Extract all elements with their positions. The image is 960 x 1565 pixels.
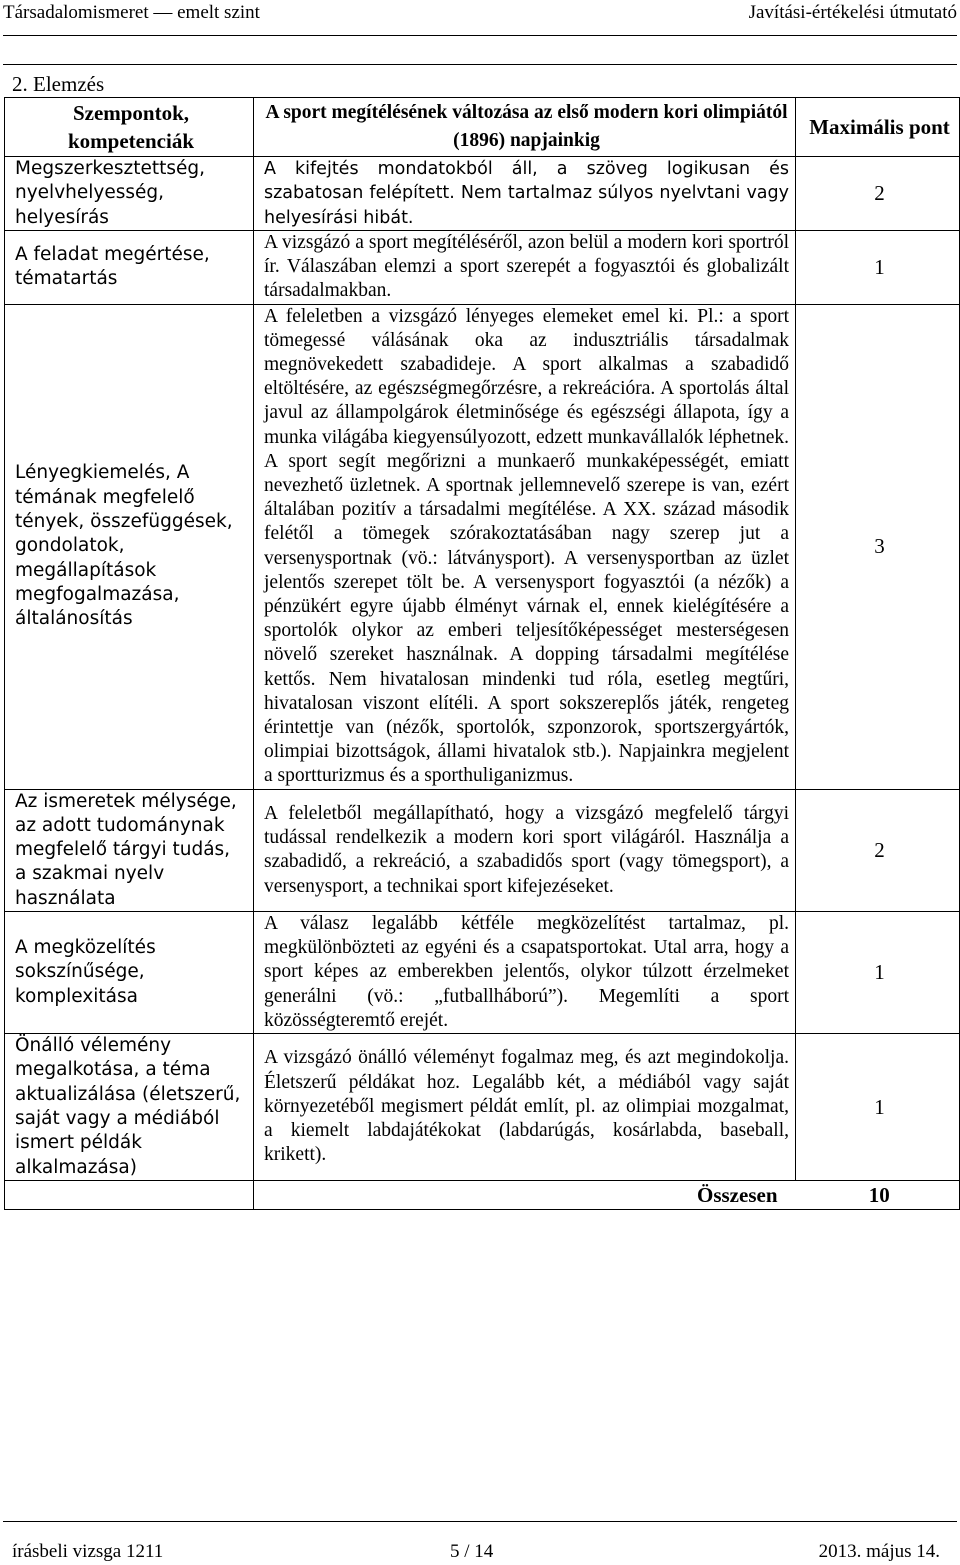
points-cell: 1 xyxy=(796,1034,960,1181)
footer-divider xyxy=(3,1521,957,1522)
total-value: 10 xyxy=(796,1180,960,1209)
table-row xyxy=(5,304,960,789)
total-row xyxy=(5,1180,960,1209)
description-cell: A vizsgázó önálló véleményt fogalmaz meg, és azt megindokolja. Életszerű példákat hoz. Legalább két, a médiából vagy saját környezetéből megismert példát említ, pl. az olimpiai mozgalmat, a kiemelt labdajátékokat (labdarúgás, kosárlabda, baseball, krikett). xyxy=(254,1034,796,1181)
total-blank-cell xyxy=(5,1180,254,1209)
points-cell: 1 xyxy=(796,230,960,304)
table-row xyxy=(5,789,960,911)
description-cell: A kifejtés mondatokból áll, a szöveg logikusan és szabatosan felépített. Nem tartalmaz súlyos nyelvtani vagy helyesírási hibát. xyxy=(254,157,796,231)
points-cell: 3 xyxy=(796,304,960,789)
criteria-cell: Az ismeretek mélysége, az adott tudománynak megfelelő tárgyi tudás, a szakmai nyelv használata xyxy=(5,789,254,911)
criteria-cell: Lényegkiemelés, A témának megfelelő tények, összefüggések, gondolatok, megállapítások megfogalmazása, általánosítás xyxy=(5,304,254,789)
table-row xyxy=(5,1034,960,1181)
header-subject: Társadalomismeret — emelt szint xyxy=(3,2,260,23)
description-cell: A feleletben a vizsgázó lényeges elemeket emel ki. Pl.: a sport tömegessé válásának oka az indusztriális társadalmak megnövekedett szabadideje. A sport alkalmas a szabadidő eltöltésére, az egészségmegőrzésre, a rekreációra. A sportolás által javul az állampolgárok életminősége és egészségi állapota, így a munka világába kiegyensúlyozott, edzett munkavállalók léphetnek. A sport segít megőrizni a munkaerő munkaképességét, emiatt nevezhető üzletnek. A sportnak jellemnevelő szerepe is van, ezért általában pozitív a társadalmi megítélése. A XX. század második felétől a tömegek szórakoztatásában nagy szerep jut a versenysportnak (vö.: látványsport). A versenysportban az üzlet jelentős szerepet tölt be. A versenysport fogyasztói (a nézők) a pénzükért egyre újabb élményt várnak el, ennek kielégítésére a sportolók olykor az emberi teljesítőképességet mesterségesen növelő szereket használnak. A dopping társadalmi megítélése kettős. Nem hivatalosan mindenki tud róla, esetleg megtűri, hivatalosan viszont elítéli. A sport sokszereplős játék, rengeteg érintettje van (nézők, sportolók, szponzorok, sportszergyártók, olimpiai bizottságok, állami hivatalok stb.). Napjainkra megjelent a sportturizmus és a sporthuliganizmus. xyxy=(254,304,796,789)
page-header xyxy=(3,0,957,30)
footer-date: 2013. május 14. xyxy=(818,1541,940,1562)
footer-exam-code: írásbeli vizsga 1211 xyxy=(12,1541,164,1562)
criteria-cell: A megközelítés sokszínűsége, komplexitása xyxy=(5,912,254,1034)
header-criteria: Szempontok, kompetenciák xyxy=(5,98,254,157)
header-topic: A sport megítélésének változása az első modern kori olimpiától (1896) napjainkig xyxy=(254,98,796,157)
points-cell: 2 xyxy=(796,157,960,231)
footer-page-number: 5 / 14 xyxy=(450,1541,494,1562)
points-cell: 2 xyxy=(796,789,960,911)
header-divider xyxy=(3,35,957,36)
criteria-cell: Megszerkesztettség, nyelvhelyesség, helyesírás xyxy=(5,157,254,231)
criteria-cell: Önálló vélemény megalkotása, a téma aktualizálása (életszerű, saját vagy a médiából ismert példák alkalmazása) xyxy=(5,1034,254,1181)
table-row xyxy=(5,157,960,231)
table-row xyxy=(5,912,960,1034)
header-doc-type: Javítási-értékelési útmutató xyxy=(748,2,957,23)
table-header-row xyxy=(5,98,960,157)
header-max-points: Maximális pont xyxy=(796,98,960,157)
section-divider xyxy=(3,64,957,65)
total-label: Összesen xyxy=(254,1180,796,1209)
table-row xyxy=(5,230,960,304)
points-cell: 1 xyxy=(796,912,960,1034)
criteria-cell: A feladat megértése, tématartás xyxy=(5,230,254,304)
description-cell: A válasz legalább kétféle megközelítést tartalmaz, pl. megkülönbözteti az egyéni és a csapatsportokat. Utal arra, hogy a sport képes az emberekben jelentős, olykor túlzott érzelmeket generálni (vö.: „futballháború”). Megemlíti a sport közösségteremtő erejét. xyxy=(254,912,796,1034)
description-cell: A vizsgázó a sport megítéléséről, azon belül a modern kori sportról ír. Válaszában elemzi a sport szerepét a fogyasztói és globalizált társadalmakban. xyxy=(254,230,796,304)
description-cell: A feleletből megállapítható, hogy a vizsgázó megfelelő tárgyi tudással rendelkezik a modern kori sport világáról. Használja a szabadidő, a rekreáció, a szabadidős sport (vagy tömegsport), a versenysport, a technikai sport kifejezéseket. xyxy=(254,789,796,911)
section-title: 2. Elemzés xyxy=(12,72,105,96)
grading-table xyxy=(4,97,960,1210)
